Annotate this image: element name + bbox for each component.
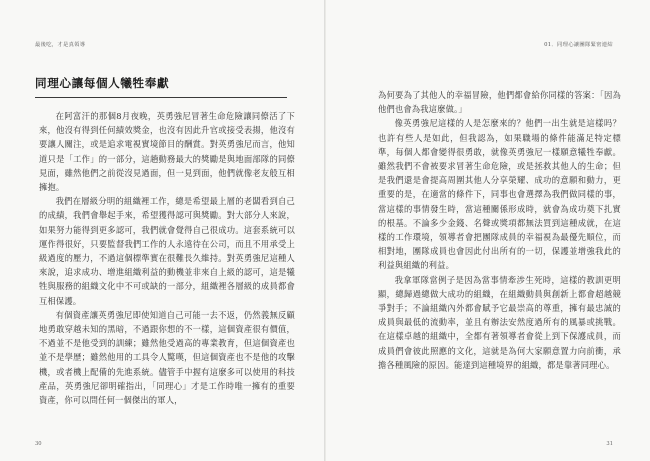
section-title-block	[35, 75, 287, 98]
right-page-number: 31	[606, 441, 613, 447]
left-paragraph-2: 我們在層級分明的組織裡工作，總是希望最上層的老闆看到自己的成績，我們會舉起手來，希望獲得認可與獎勵。對大部分人來說，如果努力能得到更多認可，我們就會覺得自己很成功。這套系統可以運作得很好，只要監督我們工作的人永遠待在公司，而且不用承受上級過度的壓力，不過這個標準實在很難長久維持。對英勇強尼這種人來說，追求成功、增進組織利益的動機並非來自上級的認可，這是犧牲與服務的組織文化中不可或缺的一部分，組織裡各層級的成員都會互相保護。	[39, 196, 295, 306]
right-paragraph-3: 我拿軍隊當例子是因為當事情牽涉生死時，這樣的教訓更明顯，總歸過總做大成功的組織，在組織動員與創新上都會超越競爭對手；不論組織內外都會賦予它最崇高的尊重，擁有最忠誠的成員與最低的流動率，並且有辦法安然度過所有的風暴或挑戰。在這樣卓越的組織中，全都有著領導者會從上到下保護成員，而成員們會彼此照應的文化，這就是為何大家願意置力向前衝，承擔各種風險的原因。能達到這種境界的組織，都是靠著同理心。	[378, 274, 621, 370]
left-paragraph-3: 有個資產讓英勇強尼即使知道自己可能一去不返，仍然義無反顧地勇敢穿越未知的黑暗，不過跟你想的不一樣，這個資產很有價值，不過並不是他受到的訓練；雖然他受過高的專業教育，但這個資產也並不是學歷；雖然他用的工具令人驚嘆，但這個資產也不是他的攻擊機，或者機上配備的先進系統。儘管手中握有這麼多可以使用的科技產品，英勇強尼卻明確指出，「同理心」才是工作時唯一擁有的重要資產，你可以問任何一個傑出的軍人，	[39, 309, 295, 406]
left-page	[0, 0, 324, 461]
left-page-number: 30	[35, 441, 42, 447]
right-paragraph-1: 為何要為了其他人的幸福冒險，他們都會給你同樣的答案：「因為他們也會為我這麼做。」	[378, 90, 621, 115]
right-body-text	[378, 88, 621, 372]
right-page	[326, 0, 650, 461]
section-title: 同理心讓每個人犧牲奉獻	[35, 75, 287, 98]
right-paragraph-2: 像英勇強尼這樣的人是怎麼來的？他們一出生就是這樣吗？也許有些人是如此，但我認為，如果職場的條件能滿足特定標準，每個人都會變得很勇敢，就像英勇強尼一樣願意犧牲奉獻。雖然我們不會被要求冒著生命危險，或是拯救其他人的生命；但是我們還是會提高周圍其他人分享榮耀、成功的意願和動力，更重要的是，在適當的條件下，同事也會選擇為我們做同樣的事，當這樣的事情發生時，當這種關係形成時，就會為成功奠下扎實的根基。不論多少金錢、名聲或獎項都無法買到這種成就，在這樣的工作環境，領導者會把團隊成員的幸福視為最優先順位，而相對地，團隊成員也會因此付出所有的一切，保護並增強我此的利益與組織的利益。	[378, 118, 621, 271]
left-running-head: 最後吃，才是真領導	[35, 42, 86, 48]
left-paragraph-1: 在阿富汗的那個8月夜晚，英勇強尼冒著生命危險讓同僚活了下來，他沒有得到任何績效獎金，也沒有因此升官或接受表揚，他沒有要讓人關注，或是追求電視實境節目的酬賞。對英勇強尼而言，他知道只是「工作」的一部分，這趟動務最大的獎勵是與地面部隊的同僚見面，雖然他們之前從沒見過面，但一見到面，他們就像老友般互相擁抱。	[39, 111, 295, 193]
left-body-text	[39, 109, 295, 407]
right-running-head: 01．同理心讓團隊緊密連結	[544, 42, 613, 48]
